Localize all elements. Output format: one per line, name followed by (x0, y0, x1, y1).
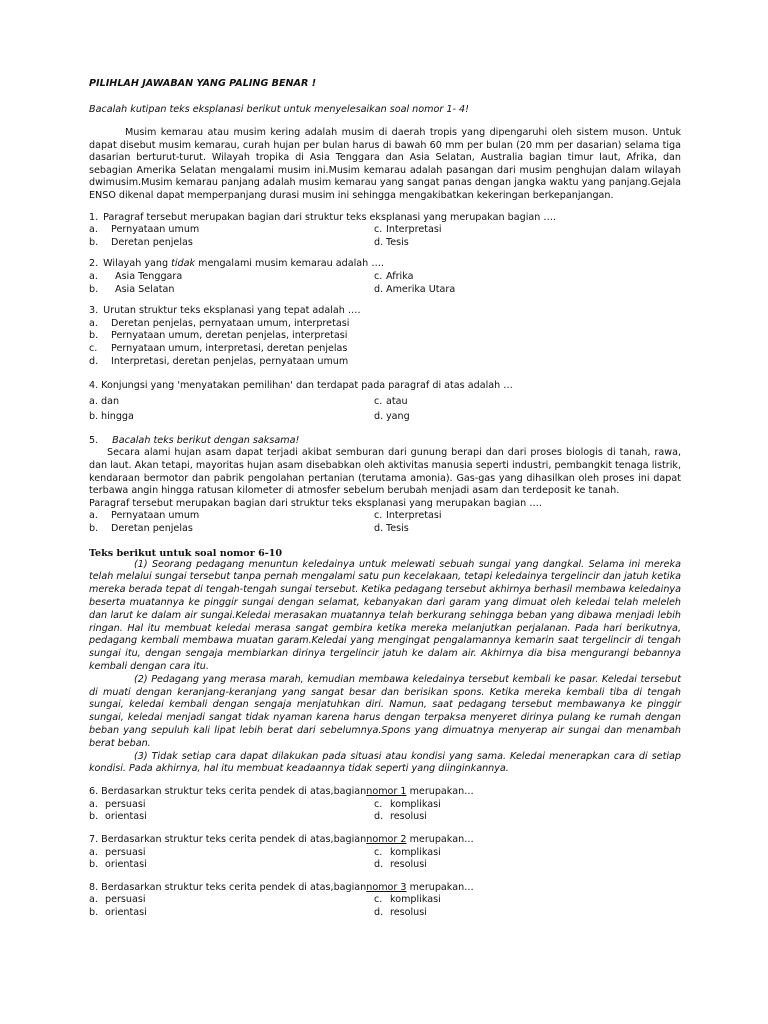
option-text: resolusi (390, 906, 427, 918)
option-letter: b. (89, 906, 99, 918)
option-d (374, 523, 681, 536)
question-number: 5. (89, 434, 99, 446)
option-letter: a. (89, 395, 98, 407)
question-text: Wilayah yang (103, 258, 172, 270)
option-letter: b. (89, 283, 99, 295)
option-letter: c. (374, 798, 383, 810)
option-letter: d. (374, 906, 384, 918)
option-text: Afrika (386, 270, 414, 282)
option-letter: c. (374, 395, 383, 407)
option-letter: a. (89, 317, 98, 329)
option-letter: d. (374, 859, 384, 871)
option-letter: d. (374, 411, 384, 423)
option-text: Pernyataan umum, interpretasi, deretan penjelas (111, 342, 348, 354)
question-emphasis: tidak (171, 258, 196, 270)
question-number: 4. (89, 380, 99, 392)
option-c (374, 847, 681, 860)
options (89, 847, 681, 872)
question-text: mengalami musim kemarau adalah …. (195, 258, 384, 270)
passage-hujan-asam: Secara alami hujan asam dapat terjadi akibat semburan dari gunung berapi dan dari proses biologis di tanah, rawa, dan laut. Akan tetapi, mayoritas hujan asam disebabkan oleh aktivitas manusia seperti industri, pembangkit tenaga listrik, kendaraan bermotor dan pabrik pengolahan pertanian (terutama amonia). Gas-gas yang dihasilkan oleh proses ini dapat terbawa angin hingga ratusan kilometer di atmosfer sebelum berubah menjadi asam dan terdeposit ke tanah. (89, 447, 681, 497)
option-b (89, 330, 681, 343)
question-1 (89, 212, 681, 250)
option-a (89, 396, 374, 409)
question-text: Berdasarkan struktur teks cerita pendek di atas,bagian (101, 786, 367, 798)
question-number: 7. (89, 833, 99, 845)
option-text: persuasi (105, 894, 146, 906)
option-text: Pernyataan umum, deretan penjelas, interpretasi (111, 330, 348, 342)
question-text: merupakan… (406, 881, 474, 893)
option-a (89, 318, 681, 331)
question-text: merupakan… (406, 833, 474, 845)
option-a (89, 847, 374, 860)
option-letter: a. (89, 846, 98, 858)
option-letter: b. (89, 330, 99, 342)
question-text: Paragraf tersebut merupakan bagian dari struktur teks eksplanasi yang merupakan bagian …. (89, 497, 542, 509)
question-underlined: nomor 1 (366, 786, 407, 798)
section-title: Teks berikut untuk soal nomor 6-10 (89, 547, 283, 559)
option-a (89, 224, 374, 237)
question-number: 1. (89, 211, 99, 223)
option-letter: b. (89, 811, 99, 823)
option-text: persuasi (105, 846, 146, 858)
option-text: orientasi (105, 906, 147, 918)
question-7 (89, 834, 681, 872)
options (89, 224, 681, 249)
option-text: Amerika Utara (386, 283, 456, 295)
option-letter: d. (89, 355, 99, 367)
option-c (374, 271, 681, 284)
option-text: resolusi (390, 811, 427, 823)
option-c (374, 396, 681, 409)
passage-musim-kemarau: Musim kemarau atau musim kering adalah musim di daerah tropis yang dipengaruhi oleh sistem muson. Untuk dapat disebut musim kemarau, curah hujan per bulan harus di bawah 60 mm per bulan (20 mm per dasarian) selama tiga dasarian berturut-turut. Wilayah tropika di Asia Tenggara dan Asia Selatan, Australia bagian timur laut, Afrika, dan sebagian Amerika Selatan mengalami musim ini.Musim kemarau adalah pasangan dari musim penghujan dalam wilayah dwimusim.Musim kemarau panjang adalah musim kemarau yang sangat panas dengan jangka waktu yang panjang.Gejala ENSO dikenal dapat memperpanjang durasi musim ini sehingga mengakibatkan kekeringan berkepanjangan. (89, 127, 681, 201)
question-3 (89, 305, 681, 368)
question-number: 2. (89, 258, 99, 270)
question-text: Berdasarkan struktur teks cerita pendek di atas,bagian (101, 833, 367, 845)
story-paragraph-2: (2) Pedagang yang merasa marah, kemudian membawa keledainya tersebut kembali ke pasar. Keledai tersebut di muati dengan keranjang-keranjang yang sangat besar dan berisikan spons. Ketika mereka kembali tiba di tengah sungai, keledai kembali dengan sengaja menjatuhkan diri. Namun, saat pedagang tersebut membawanya ke pinggir sungai, keledai menjadi sangat tidak nyaman karena harus dengan terpaksa menyeret dirinya pulang ke rumah dengan beban yang sepuluh kali lipat lebih berat dari sebelumnya.Spons yang dimuatnya menyerap air sungai dan menambah berat beban. (89, 673, 681, 749)
option-b (89, 523, 374, 536)
option-letter: c. (374, 510, 383, 522)
option-letter: a. (89, 224, 98, 236)
option-text: Pernyataan umum (111, 510, 200, 522)
option-letter: b. (89, 523, 99, 535)
option-letter: d. (374, 523, 384, 535)
option-letter: a. (89, 270, 98, 282)
option-text: Asia Selatan (115, 283, 175, 295)
question-4 (89, 380, 681, 424)
options (89, 396, 681, 424)
option-a (89, 510, 374, 523)
option-d (374, 237, 681, 250)
option-letter: c. (374, 894, 383, 906)
question-text: merupakan… (406, 786, 474, 798)
option-b (89, 284, 374, 297)
option-letter: c. (374, 224, 383, 236)
option-b (89, 859, 374, 872)
question-text: Urutan struktur teks eksplanasi yang tepat adalah …. (103, 305, 361, 317)
options (89, 318, 681, 368)
story-paragraph-1: (1) Seorang pedagang menuntun keledainya untuk melewati sebuah sungai yang dangkal. Selama ini mereka telah melalui sungai tersebut tanpa pernah mengalami satu pun kecelakaan, tetapi keledainya tergelincir dan jatuh ketika mereka berada tepat di tengah-tengah sungai tersebut. Ketika pedagang tersebut akhirnya berhasil membawa keledainya beserta muatannya ke pinggir sungai dengan selamat, kebanyakan dari garam yang dimuat oleh keledai telah meleleh dan larut ke dalam air sungai.Keledai merasakan muatannya telah berkurang sehingga beban yang dibawa menjadi lebih ringan. Hal itu membuat keledai merasa sangat gembira ketika mereka melanjutkan perjalanan. Pada hari berikutnya, pedagang kembali membawa muatan garam.Keledai yang mengingat pengalamannya kemarin saat tergelincir di tengah sungai itu, dengan sengaja membiarkan dirinya tergelincir jatuh ke dalam air. Akhirnya dia bisa mengurangi bebannya kembali dengan cara itu. (89, 558, 681, 672)
option-b (89, 907, 374, 920)
question-number: 6. (89, 786, 99, 798)
story-paragraph-3: (3) Tidak setiap cara dapat dilakukan pada situasi atau kondisi yang sama. Keledai menerapkan cara di setiap kondisi. Pada akhirnya, hal itu membuat keadaannya tidak seperti yang diinginkannya. (89, 750, 681, 775)
options (89, 510, 681, 535)
question-2 (89, 258, 681, 296)
options (89, 271, 681, 296)
option-text: Tesis (386, 523, 409, 535)
option-letter: c. (374, 846, 383, 858)
options (89, 799, 681, 824)
option-text: Pernyataan umum (111, 224, 200, 236)
option-c (89, 343, 681, 356)
question-underlined: nomor 3 (366, 881, 407, 893)
option-letter: d. (374, 283, 384, 295)
option-text: Asia Tenggara (115, 270, 183, 282)
option-d (374, 907, 681, 920)
option-text: Deretan penjelas (111, 523, 193, 535)
document-content (89, 78, 681, 920)
option-text: dan (101, 395, 120, 407)
option-text: resolusi (390, 859, 427, 871)
question-underlined: nomor 2 (366, 833, 407, 845)
option-text: atau (386, 395, 408, 407)
option-d (374, 411, 681, 424)
option-c (374, 224, 681, 237)
option-a (89, 799, 374, 812)
question-text: Berdasarkan struktur teks cerita pendek di atas,bagian (101, 881, 367, 893)
question-text: Paragraf tersebut merupakan bagian dari struktur teks eksplanasi yang merupakan bagian …. (103, 211, 557, 223)
option-a (89, 894, 374, 907)
page-title: PILIHLAH JAWABAN YANG PALING BENAR ! (89, 78, 317, 89)
option-letter: b. (89, 859, 99, 871)
option-letter: a. (89, 894, 98, 906)
option-d (89, 356, 681, 369)
option-d (374, 859, 681, 872)
question-5 (89, 435, 681, 536)
option-text: yang (386, 411, 410, 423)
option-text: Tesis (386, 236, 409, 248)
option-c (374, 894, 681, 907)
options (89, 894, 681, 919)
option-text: orientasi (105, 811, 147, 823)
option-text: Interpretasi, deretan penjelas, pernyataan umum (111, 355, 349, 367)
option-letter: b. (89, 236, 99, 248)
question-text: Konjungsi yang 'menyatakan pemilihan' dan terdapat pada paragraf di atas adalah … (101, 380, 513, 392)
option-d (374, 811, 681, 824)
question-6 (89, 786, 681, 824)
option-b (89, 411, 374, 424)
instruction-1-4: Bacalah kutipan teks eksplanasi berikut untuk menyelesaikan soal nomor 1- 4! (89, 104, 469, 115)
option-text: komplikasi (390, 798, 441, 810)
option-a (89, 271, 374, 284)
question-8 (89, 882, 681, 920)
option-c (374, 799, 681, 812)
option-letter: a. (89, 798, 98, 810)
option-letter: c. (374, 270, 383, 282)
question-number: 3. (89, 305, 99, 317)
option-text: komplikasi (390, 894, 441, 906)
option-text: persuasi (105, 798, 146, 810)
question-instruction: Bacalah teks berikut dengan saksama! (112, 434, 300, 446)
option-text: Deretan penjelas, pernyataan umum, interpretasi (111, 317, 350, 329)
option-letter: b. (89, 411, 99, 423)
option-letter: c. (89, 342, 98, 354)
option-text: hingga (101, 411, 134, 423)
option-text: orientasi (105, 859, 147, 871)
option-text: Interpretasi (386, 510, 442, 522)
option-letter: a. (89, 510, 98, 522)
option-b (89, 811, 374, 824)
option-c (374, 510, 681, 523)
option-d (374, 284, 681, 297)
option-text: Deretan penjelas (111, 236, 193, 248)
option-text: Interpretasi (386, 224, 442, 236)
question-number: 8. (89, 881, 99, 893)
option-b (89, 237, 374, 250)
option-letter: d. (374, 811, 384, 823)
option-text: komplikasi (390, 846, 441, 858)
option-letter: d. (374, 236, 384, 248)
